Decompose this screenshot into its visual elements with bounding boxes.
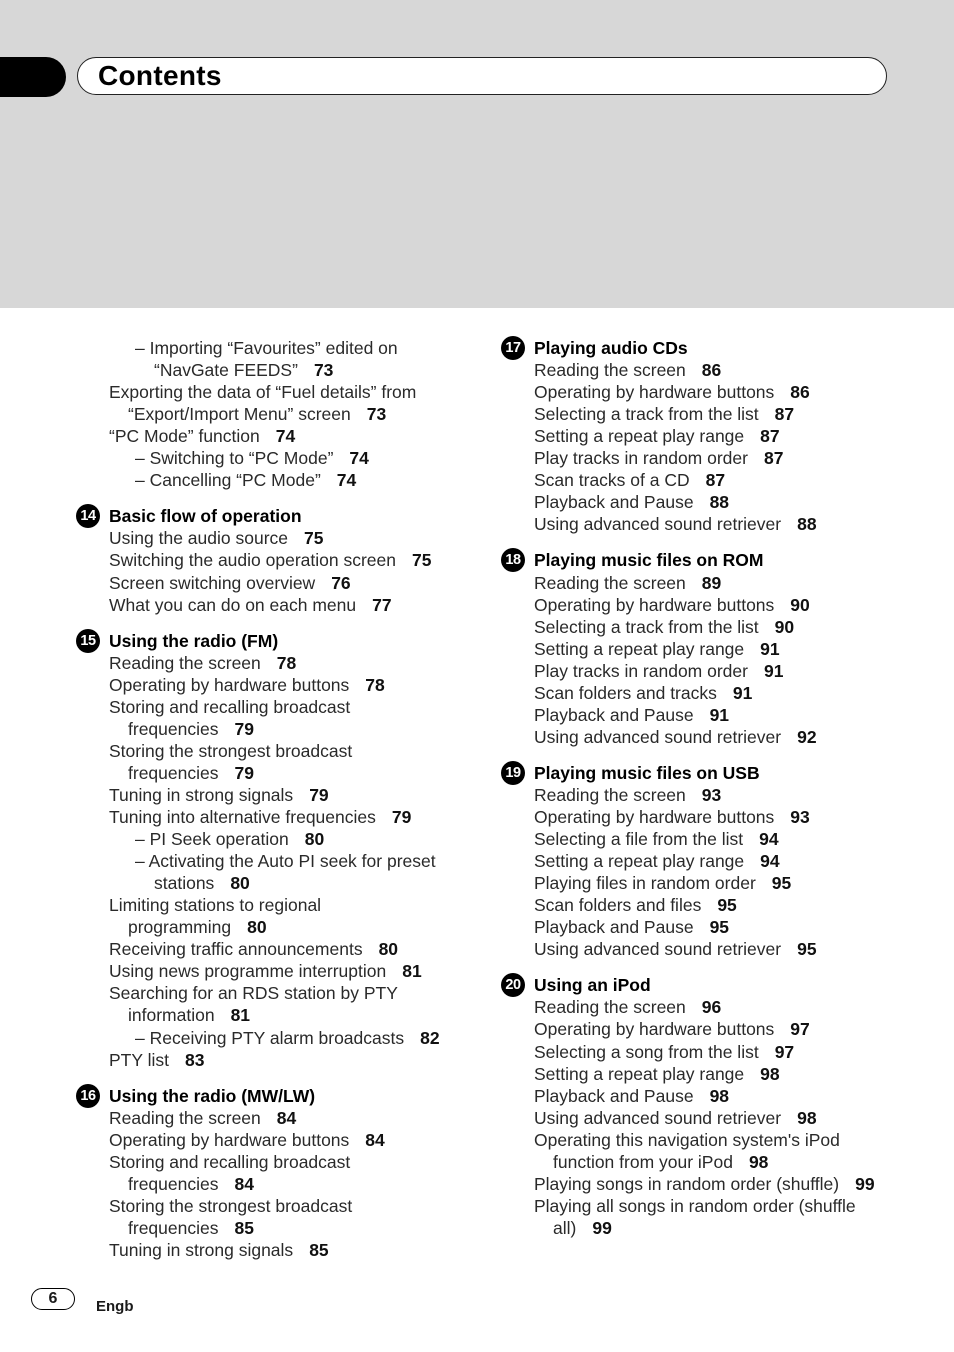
toc-entry xyxy=(135,469,356,491)
toc-entry-text: Searching for an RDS station by PTY xyxy=(109,983,398,1004)
toc-entry xyxy=(109,381,416,403)
toc-entry-page: 95 xyxy=(771,873,792,894)
toc-entry-page: 87 xyxy=(760,426,780,447)
toc-entry xyxy=(109,1129,385,1151)
section-title: Playing music files on USB xyxy=(534,762,760,783)
toc-entry-page: 78 xyxy=(365,674,385,695)
toc-entry xyxy=(109,594,392,616)
toc-entry-text: Operating by hardware buttons xyxy=(534,807,775,827)
toc-entry xyxy=(109,960,422,982)
toc-entry-text: What you can do on each menu xyxy=(109,594,357,615)
toc-entry-text: frequencies xyxy=(128,1217,219,1238)
toc-entry xyxy=(534,359,721,381)
toc-entry xyxy=(534,381,810,403)
toc-entry xyxy=(109,1107,296,1129)
toc-entry xyxy=(534,594,810,616)
toc-entry-page: 91 xyxy=(763,660,784,681)
section-title: Using an iPod xyxy=(534,975,651,996)
toc-entry-text: – Receiving PTY alarm broadcasts xyxy=(135,1027,405,1048)
toc-entry-page: 84 xyxy=(234,1173,254,1194)
toc-entry xyxy=(109,549,431,571)
toc-entry xyxy=(534,916,729,938)
toc-entry-page: 95 xyxy=(709,917,730,938)
toc-entry-text: Reading the screen xyxy=(534,997,686,1018)
section-title: Using the radio (MW/LW) xyxy=(109,1085,316,1106)
toc-entry xyxy=(109,982,398,1004)
toc-entry-page: 95 xyxy=(717,895,737,916)
toc-entry xyxy=(534,682,752,704)
toc-entry-page: 81 xyxy=(230,1005,251,1026)
toc-entry-text: Selecting a song from the list xyxy=(534,1041,759,1062)
toc-entry xyxy=(534,1173,875,1195)
toc-entry-text: Storing the strongest broadcast xyxy=(109,1195,353,1216)
toc-entry-page: 86 xyxy=(790,382,810,403)
toc-entry-text: “PC Mode” function xyxy=(109,426,260,447)
toc-entry-text: Setting a repeat play range xyxy=(534,851,745,872)
toc-entry-text: Limiting stations to regional xyxy=(109,895,322,916)
toc-entry-text: Using advanced sound retriever xyxy=(534,726,782,747)
toc-entry-page: 99 xyxy=(592,1217,612,1238)
toc-entry-text: Using the audio source xyxy=(109,528,288,549)
toc-entry-text: Operating this navigation system's iPod xyxy=(534,1129,840,1150)
toc-entry-text: Operating by hardware buttons xyxy=(534,594,775,615)
toc-entry-text: Storing the strongest broadcast xyxy=(109,740,353,761)
toc-entry-page: 81 xyxy=(402,961,422,982)
toc-entry-text: Operating by hardware buttons xyxy=(534,1019,775,1040)
toc-entry-page: 87 xyxy=(774,404,795,425)
toc-entry-text: Setting a repeat play range xyxy=(534,426,745,447)
toc-entry xyxy=(109,740,352,762)
toc-entry xyxy=(109,572,351,594)
toc-entry-text: Scan tracks of a CD xyxy=(534,470,690,491)
toc-entry-page: 97 xyxy=(774,1041,795,1062)
toc-entry xyxy=(154,872,250,894)
toc-entry-text: Scan folders and files xyxy=(534,895,702,916)
toc-entry-text: function from your iPod xyxy=(553,1151,733,1172)
toc-entry-page: 90 xyxy=(774,616,795,637)
toc-entry-page: 85 xyxy=(309,1239,329,1260)
toc-entry xyxy=(109,527,323,549)
toc-entry xyxy=(534,996,721,1018)
toc-entry-text: Playback and Pause xyxy=(534,492,694,513)
toc-entry xyxy=(534,938,817,960)
toc-entry xyxy=(109,938,398,960)
toc-entry-text: Reading the screen xyxy=(534,360,686,381)
toc-entry-text: information xyxy=(128,1005,215,1026)
toc-entry-text: Reading the screen xyxy=(534,784,686,805)
toc-entry xyxy=(534,894,737,916)
toc-entry-text: Tuning into alternative frequencies xyxy=(109,807,376,827)
toc-entry-page: 94 xyxy=(759,829,779,850)
toc-entry-page: 84 xyxy=(365,1129,385,1150)
toc-entry xyxy=(135,447,369,469)
toc-entry-text: Using advanced sound retriever xyxy=(534,1107,782,1128)
toc-entry xyxy=(553,1151,768,1173)
toc-entry xyxy=(534,403,794,425)
toc-entry xyxy=(534,572,721,594)
toc-entry-page: 74 xyxy=(349,448,369,469)
toc-entry-page: 79 xyxy=(309,784,329,805)
toc-entry xyxy=(128,1173,254,1195)
toc-entry-page: 92 xyxy=(797,726,817,747)
toc-entry-page: 91 xyxy=(709,704,730,725)
header-band xyxy=(0,0,954,308)
toc-entry xyxy=(534,491,729,513)
toc-entry-text: Exporting the data of “Fuel details” from xyxy=(109,382,417,403)
toc-entry xyxy=(109,1195,352,1217)
toc-entry-page: 80 xyxy=(304,829,325,850)
toc-entry-page: 88 xyxy=(797,514,817,535)
toc-entry xyxy=(109,894,321,916)
toc-entry-text: frequencies xyxy=(128,1173,219,1194)
toc-entry-text: Using advanced sound retriever xyxy=(534,939,782,960)
toc-entry xyxy=(109,806,411,828)
toc-entry xyxy=(109,784,329,806)
toc-entry xyxy=(128,1004,250,1026)
toc-entry-text: Play tracks in random order xyxy=(534,448,748,469)
toc-entry-page: 93 xyxy=(701,784,722,805)
toc-entry-page: 74 xyxy=(275,426,296,447)
toc-entry xyxy=(534,513,817,535)
toc-entry xyxy=(154,359,333,381)
toc-entry-page: 84 xyxy=(276,1107,297,1128)
toc-entry-page: 79 xyxy=(234,762,254,783)
toc-entry-page: 76 xyxy=(331,572,351,593)
toc-entry-text: Playback and Pause xyxy=(534,1085,694,1106)
section-number-badge: 19 xyxy=(501,761,525,785)
toc-entry xyxy=(534,1107,817,1129)
toc-entry-text: Playing all songs in random order (shuffle xyxy=(534,1195,856,1216)
toc-entry-text: Playing files in random order xyxy=(534,873,756,894)
toc-entry xyxy=(109,1049,204,1071)
toc-entry-text: – PI Seek operation xyxy=(135,829,289,850)
toc-entry-page: 83 xyxy=(184,1049,205,1070)
page-title: Contents xyxy=(98,60,222,91)
toc-entry-text: Play tracks in random order xyxy=(534,660,748,681)
toc-entry-text: “Export/Import Menu” screen xyxy=(128,404,351,425)
toc-entry-text: Tuning in strong signals xyxy=(109,1239,294,1260)
toc-entry xyxy=(109,652,296,674)
toc-entry xyxy=(534,1129,840,1151)
toc-entry-page: 91 xyxy=(760,638,780,659)
toc-entry xyxy=(128,916,267,938)
toc-entry-text: Using news programme interruption xyxy=(109,961,387,982)
toc-entry xyxy=(135,850,436,872)
toc-entry xyxy=(534,425,780,447)
toc-entry-page: 79 xyxy=(391,807,412,827)
toc-entry-page: 78 xyxy=(276,652,297,673)
toc-entry xyxy=(109,425,295,447)
toc-entry xyxy=(553,1217,612,1239)
toc-entry xyxy=(534,638,780,660)
toc-entry-text: stations xyxy=(154,873,215,894)
toc-entry-text: Playback and Pause xyxy=(534,704,694,725)
toc-entry-page: 80 xyxy=(247,917,267,938)
toc-entry-text: Setting a repeat play range xyxy=(534,638,745,659)
toc-entry-text: – Activating the Auto PI seek for preset xyxy=(135,851,436,872)
page-number: 6 xyxy=(31,1288,75,1310)
toc-entry-text: Reading the screen xyxy=(534,572,686,593)
toc-entry-page: 90 xyxy=(790,594,810,615)
toc-entry-page: 87 xyxy=(763,448,784,469)
toc-entry-page: 77 xyxy=(372,594,392,615)
section-title: Playing music files on ROM xyxy=(534,550,764,571)
toc-entry xyxy=(534,726,817,748)
toc-entry-text: Playing songs in random order (shuffle) xyxy=(534,1173,840,1194)
toc-entry xyxy=(109,1151,350,1173)
toc-entry-text: Selecting a track from the list xyxy=(534,404,759,425)
toc-entry-text: – Importing “Favourites” edited on xyxy=(135,338,398,358)
toc-entry xyxy=(109,696,350,718)
section-number-badge: 17 xyxy=(501,336,525,360)
toc-entry xyxy=(135,337,398,359)
toc-entry xyxy=(109,1239,329,1261)
toc-entry-text: Reading the screen xyxy=(109,652,261,673)
section-number-badge: 15 xyxy=(76,629,100,653)
toc-entry-text: PTY list xyxy=(109,1049,169,1070)
toc-entry-text: – Cancelling “PC Mode” xyxy=(135,470,321,491)
toc-entry-page: 73 xyxy=(366,404,387,425)
title-pill xyxy=(77,57,887,95)
toc-entry xyxy=(534,784,721,806)
toc-entry-text: Operating by hardware buttons xyxy=(109,674,350,695)
toc-entry xyxy=(534,806,810,828)
section-number-badge: 14 xyxy=(76,504,100,528)
toc-entry xyxy=(534,872,791,894)
section-number-badge: 20 xyxy=(501,973,525,997)
toc-entry xyxy=(534,616,794,638)
section-title: Using the radio (FM) xyxy=(109,630,279,651)
toc-entry-page: 87 xyxy=(705,470,726,491)
toc-entry xyxy=(128,403,386,425)
toc-entry-text: Operating by hardware buttons xyxy=(109,1129,350,1150)
toc-entry-page: 80 xyxy=(230,873,250,894)
toc-entry-page: 79 xyxy=(234,718,254,739)
section-title: Basic flow of operation xyxy=(109,506,302,527)
toc-entry xyxy=(534,1195,856,1217)
toc-entry-page: 75 xyxy=(304,528,324,549)
section-number-badge: 16 xyxy=(76,1084,100,1108)
toc-entry xyxy=(534,850,780,872)
toc-entry xyxy=(109,674,385,696)
toc-entry xyxy=(128,718,254,740)
toc-entry-page: 85 xyxy=(234,1217,254,1238)
toc-entry-text: Using advanced sound retriever xyxy=(534,514,782,535)
toc-entry xyxy=(135,828,324,850)
toc-entry xyxy=(534,447,783,469)
toc-entry-text: Storing and recalling broadcast xyxy=(109,696,351,717)
toc-entry-page: 98 xyxy=(748,1151,769,1172)
toc-entry-text: all) xyxy=(553,1217,577,1238)
toc-entry-text: Playback and Pause xyxy=(534,917,694,938)
toc-entry-page: 89 xyxy=(701,572,722,593)
toc-entry-text: Operating by hardware buttons xyxy=(534,382,775,403)
toc-entry xyxy=(534,1063,780,1085)
toc-entry xyxy=(534,1085,729,1107)
toc-entry xyxy=(534,660,783,682)
toc-entry-text: Selecting a file from the list xyxy=(534,829,744,850)
toc-entry-text: frequencies xyxy=(128,718,219,739)
toc-entry-text: Reading the screen xyxy=(109,1107,261,1128)
toc-entry-page: 98 xyxy=(760,1063,780,1084)
toc-entry xyxy=(534,1041,794,1063)
section-title: Playing audio CDs xyxy=(534,338,688,358)
language-code: Engb xyxy=(96,1298,134,1315)
toc-entry-text: Scan folders and tracks xyxy=(534,682,717,703)
toc-entry xyxy=(534,704,729,726)
toc-entry xyxy=(534,1018,810,1040)
toc-entry-text: Receiving traffic announcements xyxy=(109,939,363,960)
toc-entry-text: Selecting a track from the list xyxy=(534,616,759,637)
toc-entry-text: Tuning in strong signals xyxy=(109,784,294,805)
toc-entry xyxy=(534,828,779,850)
toc-entry xyxy=(534,469,725,491)
toc-entry-text: “NavGate FEEDS” xyxy=(154,360,298,381)
toc-entry-page: 74 xyxy=(336,470,357,491)
toc-entry-page: 88 xyxy=(709,492,730,513)
toc-entry-page: 98 xyxy=(709,1085,730,1106)
toc-entry xyxy=(128,1217,254,1239)
toc-entry-page: 95 xyxy=(797,939,817,960)
toc-entry-page: 93 xyxy=(790,807,810,827)
toc-entry xyxy=(128,762,254,784)
toc-entry-text: Storing and recalling broadcast xyxy=(109,1151,351,1172)
toc-entry-page: 82 xyxy=(420,1027,440,1048)
chapter-tab xyxy=(0,57,66,97)
toc-entry-page: 98 xyxy=(797,1107,817,1128)
toc-entry-page: 99 xyxy=(855,1173,875,1194)
toc-entry-page: 94 xyxy=(760,851,780,872)
toc-entry xyxy=(135,1027,440,1049)
toc-entry-text: Screen switching overview xyxy=(109,572,316,593)
toc-entry-text: programming xyxy=(128,917,232,938)
toc-entry-text: – Switching to “PC Mode” xyxy=(135,448,334,469)
toc-entry-page: 97 xyxy=(790,1019,810,1040)
section-number-badge: 18 xyxy=(501,548,525,572)
toc-entry-text: frequencies xyxy=(128,762,219,783)
toc-entry-page: 96 xyxy=(701,997,722,1018)
toc-entry-page: 75 xyxy=(412,550,432,571)
toc-entry-text: Setting a repeat play range xyxy=(534,1063,745,1084)
toc-entry-page: 86 xyxy=(701,360,722,381)
toc-entry-page: 80 xyxy=(378,939,399,960)
toc-entry-page: 73 xyxy=(313,360,334,381)
toc-entry-text: Switching the audio operation screen xyxy=(109,550,396,571)
toc-entry-page: 91 xyxy=(732,682,753,703)
